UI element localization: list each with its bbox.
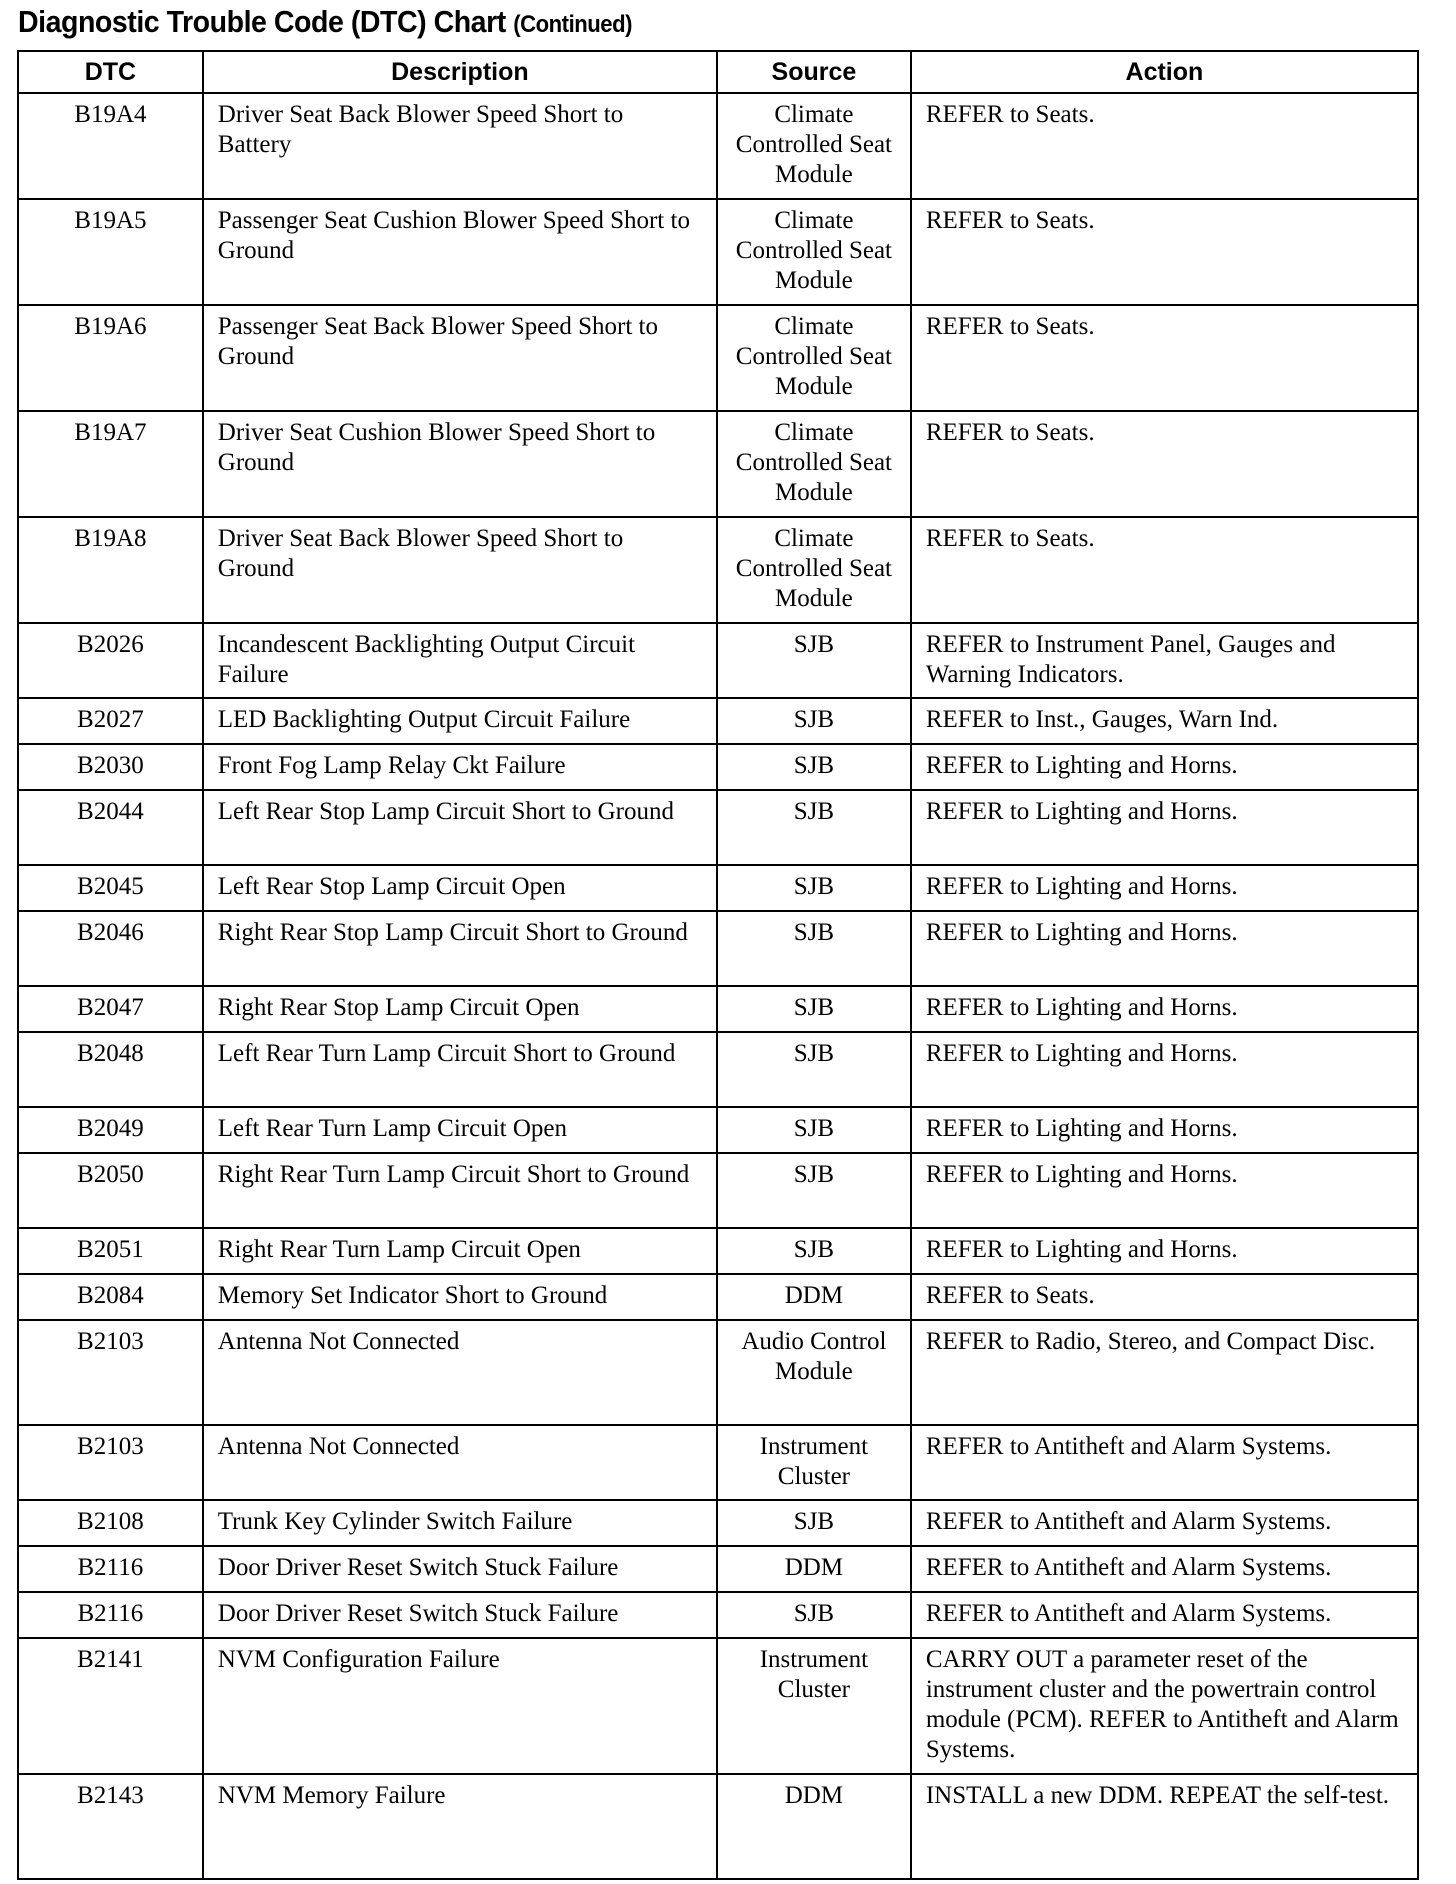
dtc-cell: B2046	[18, 911, 203, 986]
table-row	[18, 1500, 1418, 1546]
table-row	[18, 744, 1418, 790]
table-row	[18, 1107, 1418, 1153]
column-header-source: Source	[717, 51, 911, 93]
dtc-cell: B2045	[18, 865, 203, 911]
description-cell: Driver Seat Back Blower Speed Short to Battery	[203, 93, 717, 199]
table-row	[18, 698, 1418, 744]
description-cell: Right Rear Stop Lamp Circuit Open	[203, 986, 717, 1032]
dtc-table	[17, 50, 1419, 1880]
source-cell: Climate Controlled Seat Module	[717, 93, 911, 199]
dtc-cell: B19A7	[18, 411, 203, 517]
source-cell: Audio Control Module	[717, 1320, 911, 1425]
description-cell: Driver Seat Cushion Blower Speed Short to Ground	[203, 411, 717, 517]
dtc-cell: B19A8	[18, 517, 203, 623]
dtc-cell: B2103	[18, 1320, 203, 1425]
source-cell: Climate Controlled Seat Module	[717, 517, 911, 623]
dtc-cell: B19A6	[18, 305, 203, 411]
source-cell: Climate Controlled Seat Module	[717, 305, 911, 411]
description-cell: Left Rear Turn Lamp Circuit Short to Ground	[203, 1032, 717, 1107]
column-header-description: Description	[203, 51, 717, 93]
table-row	[18, 1228, 1418, 1274]
dtc-cell: B2027	[18, 698, 203, 744]
source-cell: SJB	[717, 744, 911, 790]
dtc-cell: B2044	[18, 790, 203, 865]
description-cell: NVM Configuration Failure	[203, 1638, 717, 1774]
action-cell: REFER to Seats.	[911, 93, 1418, 199]
description-cell: NVM Memory Failure	[203, 1774, 717, 1879]
source-cell: Climate Controlled Seat Module	[717, 411, 911, 517]
source-cell: SJB	[717, 986, 911, 1032]
action-cell: REFER to Seats.	[911, 1274, 1418, 1320]
table-row	[18, 1032, 1418, 1107]
action-cell: REFER to Antitheft and Alarm Systems.	[911, 1546, 1418, 1592]
description-cell: Trunk Key Cylinder Switch Failure	[203, 1500, 717, 1546]
dtc-cell: B2048	[18, 1032, 203, 1107]
page-title	[18, 4, 632, 40]
description-cell: Front Fog Lamp Relay Ckt Failure	[203, 744, 717, 790]
action-cell: REFER to Antitheft and Alarm Systems.	[911, 1500, 1418, 1546]
table-row	[18, 865, 1418, 911]
action-cell: REFER to Lighting and Horns.	[911, 1228, 1418, 1274]
action-cell: REFER to Lighting and Horns.	[911, 744, 1418, 790]
description-cell: Memory Set Indicator Short to Ground	[203, 1274, 717, 1320]
dtc-cell: B2084	[18, 1274, 203, 1320]
dtc-cell: B2143	[18, 1774, 203, 1879]
dtc-cell: B2103	[18, 1425, 203, 1500]
description-cell: Incandescent Backlighting Output Circuit Failure	[203, 623, 717, 698]
dtc-cell: B2051	[18, 1228, 203, 1274]
source-cell: DDM	[717, 1546, 911, 1592]
source-cell: SJB	[717, 865, 911, 911]
table-row	[18, 986, 1418, 1032]
table-row	[18, 1774, 1418, 1879]
action-cell: REFER to Inst., Gauges, Warn Ind.	[911, 698, 1418, 744]
table-row	[18, 911, 1418, 986]
action-cell: REFER to Seats.	[911, 517, 1418, 623]
source-cell: DDM	[717, 1274, 911, 1320]
dtc-cell: B2141	[18, 1638, 203, 1774]
action-cell: REFER to Lighting and Horns.	[911, 865, 1418, 911]
description-cell: Passenger Seat Cushion Blower Speed Short to Ground	[203, 199, 717, 305]
table-row	[18, 1425, 1418, 1500]
table-row	[18, 411, 1418, 517]
dtc-cell: B2116	[18, 1546, 203, 1592]
table-row	[18, 1546, 1418, 1592]
description-cell: Antenna Not Connected	[203, 1425, 717, 1500]
description-cell: Right Rear Turn Lamp Circuit Open	[203, 1228, 717, 1274]
action-cell: REFER to Lighting and Horns.	[911, 911, 1418, 986]
action-cell: REFER to Lighting and Horns.	[911, 1153, 1418, 1228]
source-cell: SJB	[717, 790, 911, 865]
source-cell: SJB	[717, 911, 911, 986]
action-cell: REFER to Lighting and Horns.	[911, 1107, 1418, 1153]
description-cell: Passenger Seat Back Blower Speed Short to Ground	[203, 305, 717, 411]
source-cell: SJB	[717, 1032, 911, 1107]
dtc-cell: B2116	[18, 1592, 203, 1638]
action-cell: REFER to Seats.	[911, 411, 1418, 517]
action-cell: REFER to Lighting and Horns.	[911, 790, 1418, 865]
source-cell: SJB	[717, 1592, 911, 1638]
dtc-cell: B2030	[18, 744, 203, 790]
action-cell: INSTALL a new DDM. REPEAT the self-test.	[911, 1774, 1418, 1879]
action-cell: REFER to Antitheft and Alarm Systems.	[911, 1592, 1418, 1638]
source-cell: SJB	[717, 1107, 911, 1153]
dtc-cell: B2047	[18, 986, 203, 1032]
action-cell: REFER to Antitheft and Alarm Systems.	[911, 1425, 1418, 1500]
action-cell: CARRY OUT a parameter reset of the instrument cluster and the powertrain control module (PCM). REFER to Antitheft and Alarm Systems.	[911, 1638, 1418, 1774]
action-cell: REFER to Instrument Panel, Gauges and Warning Indicators.	[911, 623, 1418, 698]
table-row	[18, 1274, 1418, 1320]
description-cell: Left Rear Stop Lamp Circuit Open	[203, 865, 717, 911]
description-cell: Antenna Not Connected	[203, 1320, 717, 1425]
description-cell: Door Driver Reset Switch Stuck Failure	[203, 1592, 717, 1638]
source-cell: Instrument Cluster	[717, 1638, 911, 1774]
source-cell: SJB	[717, 1228, 911, 1274]
source-cell: DDM	[717, 1774, 911, 1879]
table-row	[18, 305, 1418, 411]
table-row	[18, 1153, 1418, 1228]
description-cell: Right Rear Turn Lamp Circuit Short to Ground	[203, 1153, 717, 1228]
description-cell: LED Backlighting Output Circuit Failure	[203, 698, 717, 744]
action-cell: REFER to Seats.	[911, 305, 1418, 411]
table-row	[18, 1592, 1418, 1638]
title-text: Diagnostic Trouble Code (DTC) Chart	[18, 4, 506, 39]
dtc-cell: B2026	[18, 623, 203, 698]
description-cell: Door Driver Reset Switch Stuck Failure	[203, 1546, 717, 1592]
table-row	[18, 93, 1418, 199]
action-cell: REFER to Radio, Stereo, and Compact Disc.	[911, 1320, 1418, 1425]
dtc-cell: B19A5	[18, 199, 203, 305]
description-cell: Right Rear Stop Lamp Circuit Short to Ground	[203, 911, 717, 986]
table-row	[18, 517, 1418, 623]
dtc-cell: B19A4	[18, 93, 203, 199]
column-header-action: Action	[911, 51, 1418, 93]
action-cell: REFER to Seats.	[911, 199, 1418, 305]
table-row	[18, 1638, 1418, 1774]
action-cell: REFER to Lighting and Horns.	[911, 986, 1418, 1032]
table-row	[18, 623, 1418, 698]
table-row	[18, 1320, 1418, 1425]
table-row	[18, 790, 1418, 865]
description-cell: Left Rear Stop Lamp Circuit Short to Ground	[203, 790, 717, 865]
description-cell: Driver Seat Back Blower Speed Short to Ground	[203, 517, 717, 623]
description-cell: Left Rear Turn Lamp Circuit Open	[203, 1107, 717, 1153]
source-cell: SJB	[717, 1153, 911, 1228]
action-cell: REFER to Lighting and Horns.	[911, 1032, 1418, 1107]
column-header-dtc: DTC	[18, 51, 203, 93]
source-cell: Climate Controlled Seat Module	[717, 199, 911, 305]
source-cell: SJB	[717, 1500, 911, 1546]
source-cell: SJB	[717, 623, 911, 698]
source-cell: Instrument Cluster	[717, 1425, 911, 1500]
dtc-cell: B2108	[18, 1500, 203, 1546]
title-suffix: (Continued)	[513, 11, 633, 38]
dtc-cell: B2050	[18, 1153, 203, 1228]
dtc-cell: B2049	[18, 1107, 203, 1153]
table-header-row	[18, 51, 1418, 93]
table-row	[18, 199, 1418, 305]
source-cell: SJB	[717, 698, 911, 744]
